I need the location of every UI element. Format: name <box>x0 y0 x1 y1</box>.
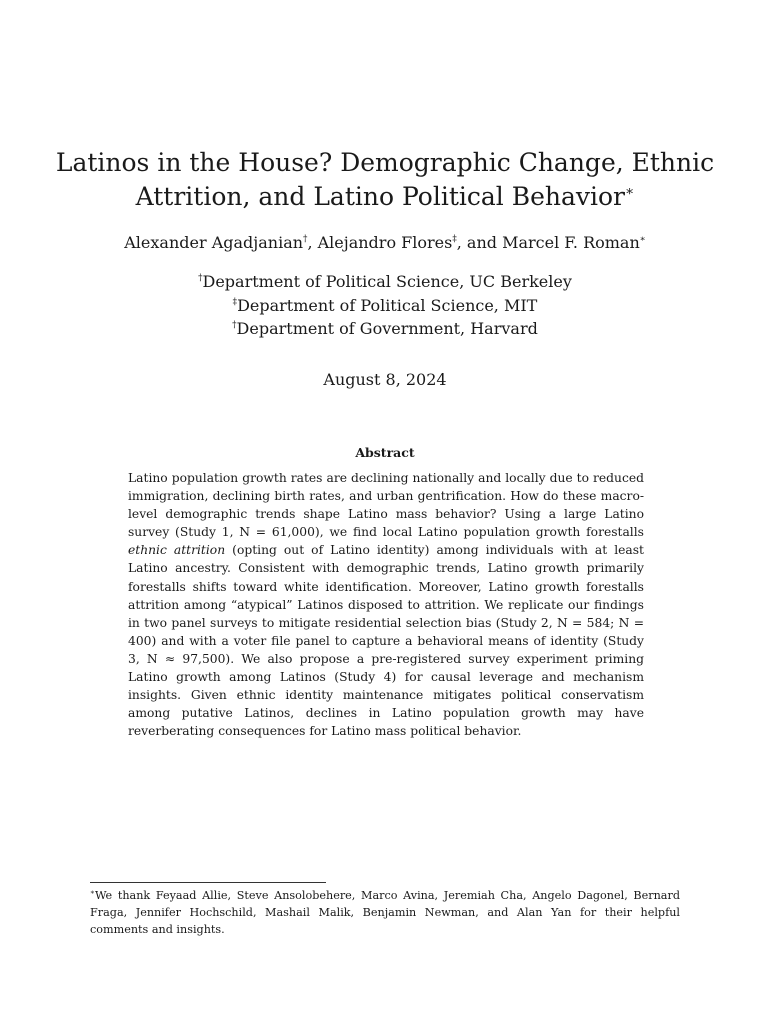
author-separator: , <box>307 233 318 252</box>
abstract-text-part-1: Latino population growth rates are declining nationally and locally due to reduced immigration, declining birth rates, and urban gentrification. How do these macro-level demographic trends shape Latino mass behavior? Using a large Latino survey (Study 1, N = 61,000), we find local Latino population growth forestalls <box>128 471 644 540</box>
author-name: Alexander Agadjanian <box>124 233 304 252</box>
affiliation-text: Department of Political Science, UC Berkeley <box>202 272 572 291</box>
affiliation-list <box>0 270 770 341</box>
footnote-rule <box>90 882 326 883</box>
title-line-2: Attrition, and Latino Political Behavior <box>135 182 626 211</box>
publication-date: August 8, 2024 <box>323 370 447 389</box>
abstract-heading: Abstract <box>355 445 415 460</box>
affiliation-mark: † <box>198 273 203 284</box>
author-name: Marcel F. Roman <box>502 233 640 252</box>
footnote-mark: ∗ <box>90 887 95 897</box>
author-list <box>0 232 770 254</box>
title-line-1: Latinos in the House? Demographic Change, Ethnic <box>55 148 715 177</box>
affiliation-mark: ‡ <box>232 297 238 308</box>
paper-title <box>0 146 770 214</box>
author-mark: † <box>303 234 308 245</box>
footnote-text: We thank Feyaad Allie, Steve Ansolobehere, Marco Avina, Jeremiah Cha, Angelo Dagonel, Bernard Fraga, Jennifer Hochschild, Mashail Malik, Benjamin Newman, and Alan Yan for their helpful comments and insights. <box>90 889 680 936</box>
author-separator: , and <box>456 233 503 252</box>
footnote <box>90 887 680 938</box>
author-name: Alejandro Flores <box>317 233 453 252</box>
affiliation-item <box>0 270 770 294</box>
author-mark: ∗ <box>639 234 646 245</box>
affiliation-item <box>0 294 770 318</box>
abstract-body <box>128 469 644 740</box>
abstract-text-part-2: (opting out of Latino identity) among individuals with at least Latino ancestry. Consistent with demographic trends, Latino growth primarily forestalls shifts toward white identification. Moreover, Latino growth forestalls attrition among “atypical” Latinos disposed to attrition. We replicate our findings in two panel surveys to mitigate residential selection bias (Study 2, N = 584; N = 400) and with a voter file panel to capture a behavioral means of identity (Study 3, N ≈ 97,500). We also propose a pre-registered survey experiment priming Latino growth among Latinos (Study 4) for causal leverage and mechanism insights. Given ethnic identity maintenance mitigates political conservatism among putative Latinos, declines in Latino population growth may have reverberating consequences for Latino mass political behavior. <box>128 543 644 739</box>
title-footnote-mark: ∗ <box>625 183 635 200</box>
affiliation-text: Department of Political Science, MIT <box>237 295 538 315</box>
affiliation-text: Department of Government, Harvard <box>236 319 538 338</box>
author-mark: ‡ <box>452 234 457 245</box>
abstract-emphasis: ethnic attrition <box>128 543 226 558</box>
affiliation-item <box>0 317 770 341</box>
affiliation-mark: † <box>232 320 237 331</box>
